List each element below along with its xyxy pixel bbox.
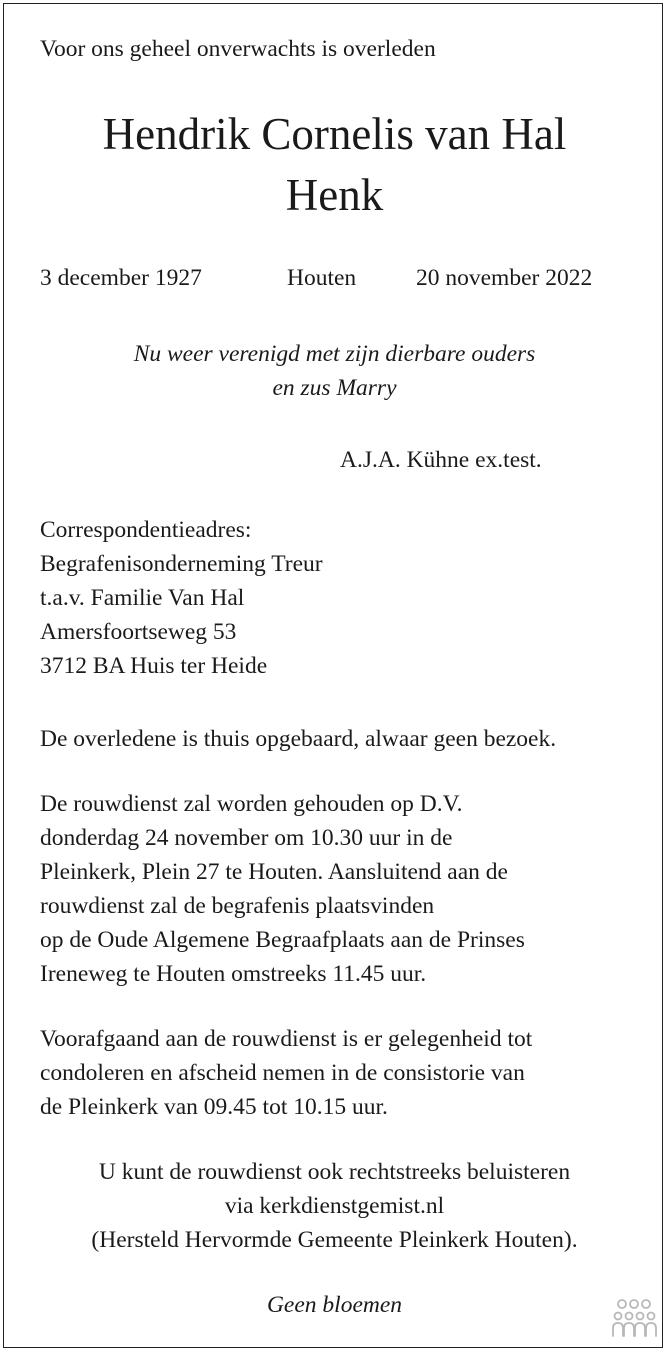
service-line-1: De rouwdienst zal worden gehouden op D.V. <box>40 791 463 817</box>
signer: A.J.A. Kühne ex.test. <box>340 447 542 473</box>
deceased-full-name: Hendrik Cornelis van Hal <box>102 109 567 159</box>
condolences-line-1: Voorafgaand aan de rouwdienst is er gelegenheid tot <box>40 1026 533 1052</box>
birth-date: 3 december 1927 <box>40 265 202 291</box>
broadcast-line-2: via kerkdienstgemist.nl <box>224 1193 445 1219</box>
service-line-2: donderdag 24 november om 10.30 uur in de <box>40 825 453 851</box>
correspondence-line-3: Amersfoortseweg 53 <box>40 619 237 645</box>
condolences-line-2: condoleren en afscheid nemen in de consistorie van <box>40 1060 525 1086</box>
place: Houten <box>287 265 357 291</box>
correspondence-line-4: 3712 BA Huis ter Heide <box>40 653 268 679</box>
broadcast-line-1: U kunt de rouwdienst ook rechtstreeks beluisteren <box>98 1159 571 1185</box>
quote-line-2: en zus Marry <box>272 375 397 401</box>
intro-text: Voor ons geheel onverwachts is overleden <box>40 36 436 62</box>
service-line-3: Pleinkerk, Plein 27 te Houten. Aansluitend aan de <box>40 859 508 885</box>
quote-line-1: Nu weer verenigd met zijn dierbare ouders <box>133 341 536 367</box>
correspondence-label: Correspondentieadres: <box>40 517 252 543</box>
visitation-text: De overledene is thuis opgebaard, alwaar geen bezoek. <box>40 726 557 752</box>
correspondence-line-1: Begrafenisonderneming Treur <box>40 551 323 577</box>
death-date: 20 november 2022 <box>416 265 593 291</box>
service-line-5: op de Oude Algemene Begraafplaats aan de Prinses <box>40 927 525 953</box>
closing-text: Geen bloemen <box>266 1292 403 1318</box>
correspondence-line-2: t.a.v. Familie Van Hal <box>40 585 245 611</box>
service-line-4: rouwdienst zal de begrafenis plaatsvinden <box>40 893 435 919</box>
people-group-icon <box>610 1298 658 1338</box>
deceased-nickname: Henk <box>285 170 384 220</box>
service-line-6: Ireneweg te Houten omstreeks 11.45 uur. <box>40 961 427 987</box>
condolences-line-3: de Pleinkerk van 09.45 tot 10.15 uur. <box>40 1094 388 1120</box>
broadcast-line-3: (Hersteld Hervormde Gemeente Pleinkerk Houten). <box>91 1227 578 1253</box>
